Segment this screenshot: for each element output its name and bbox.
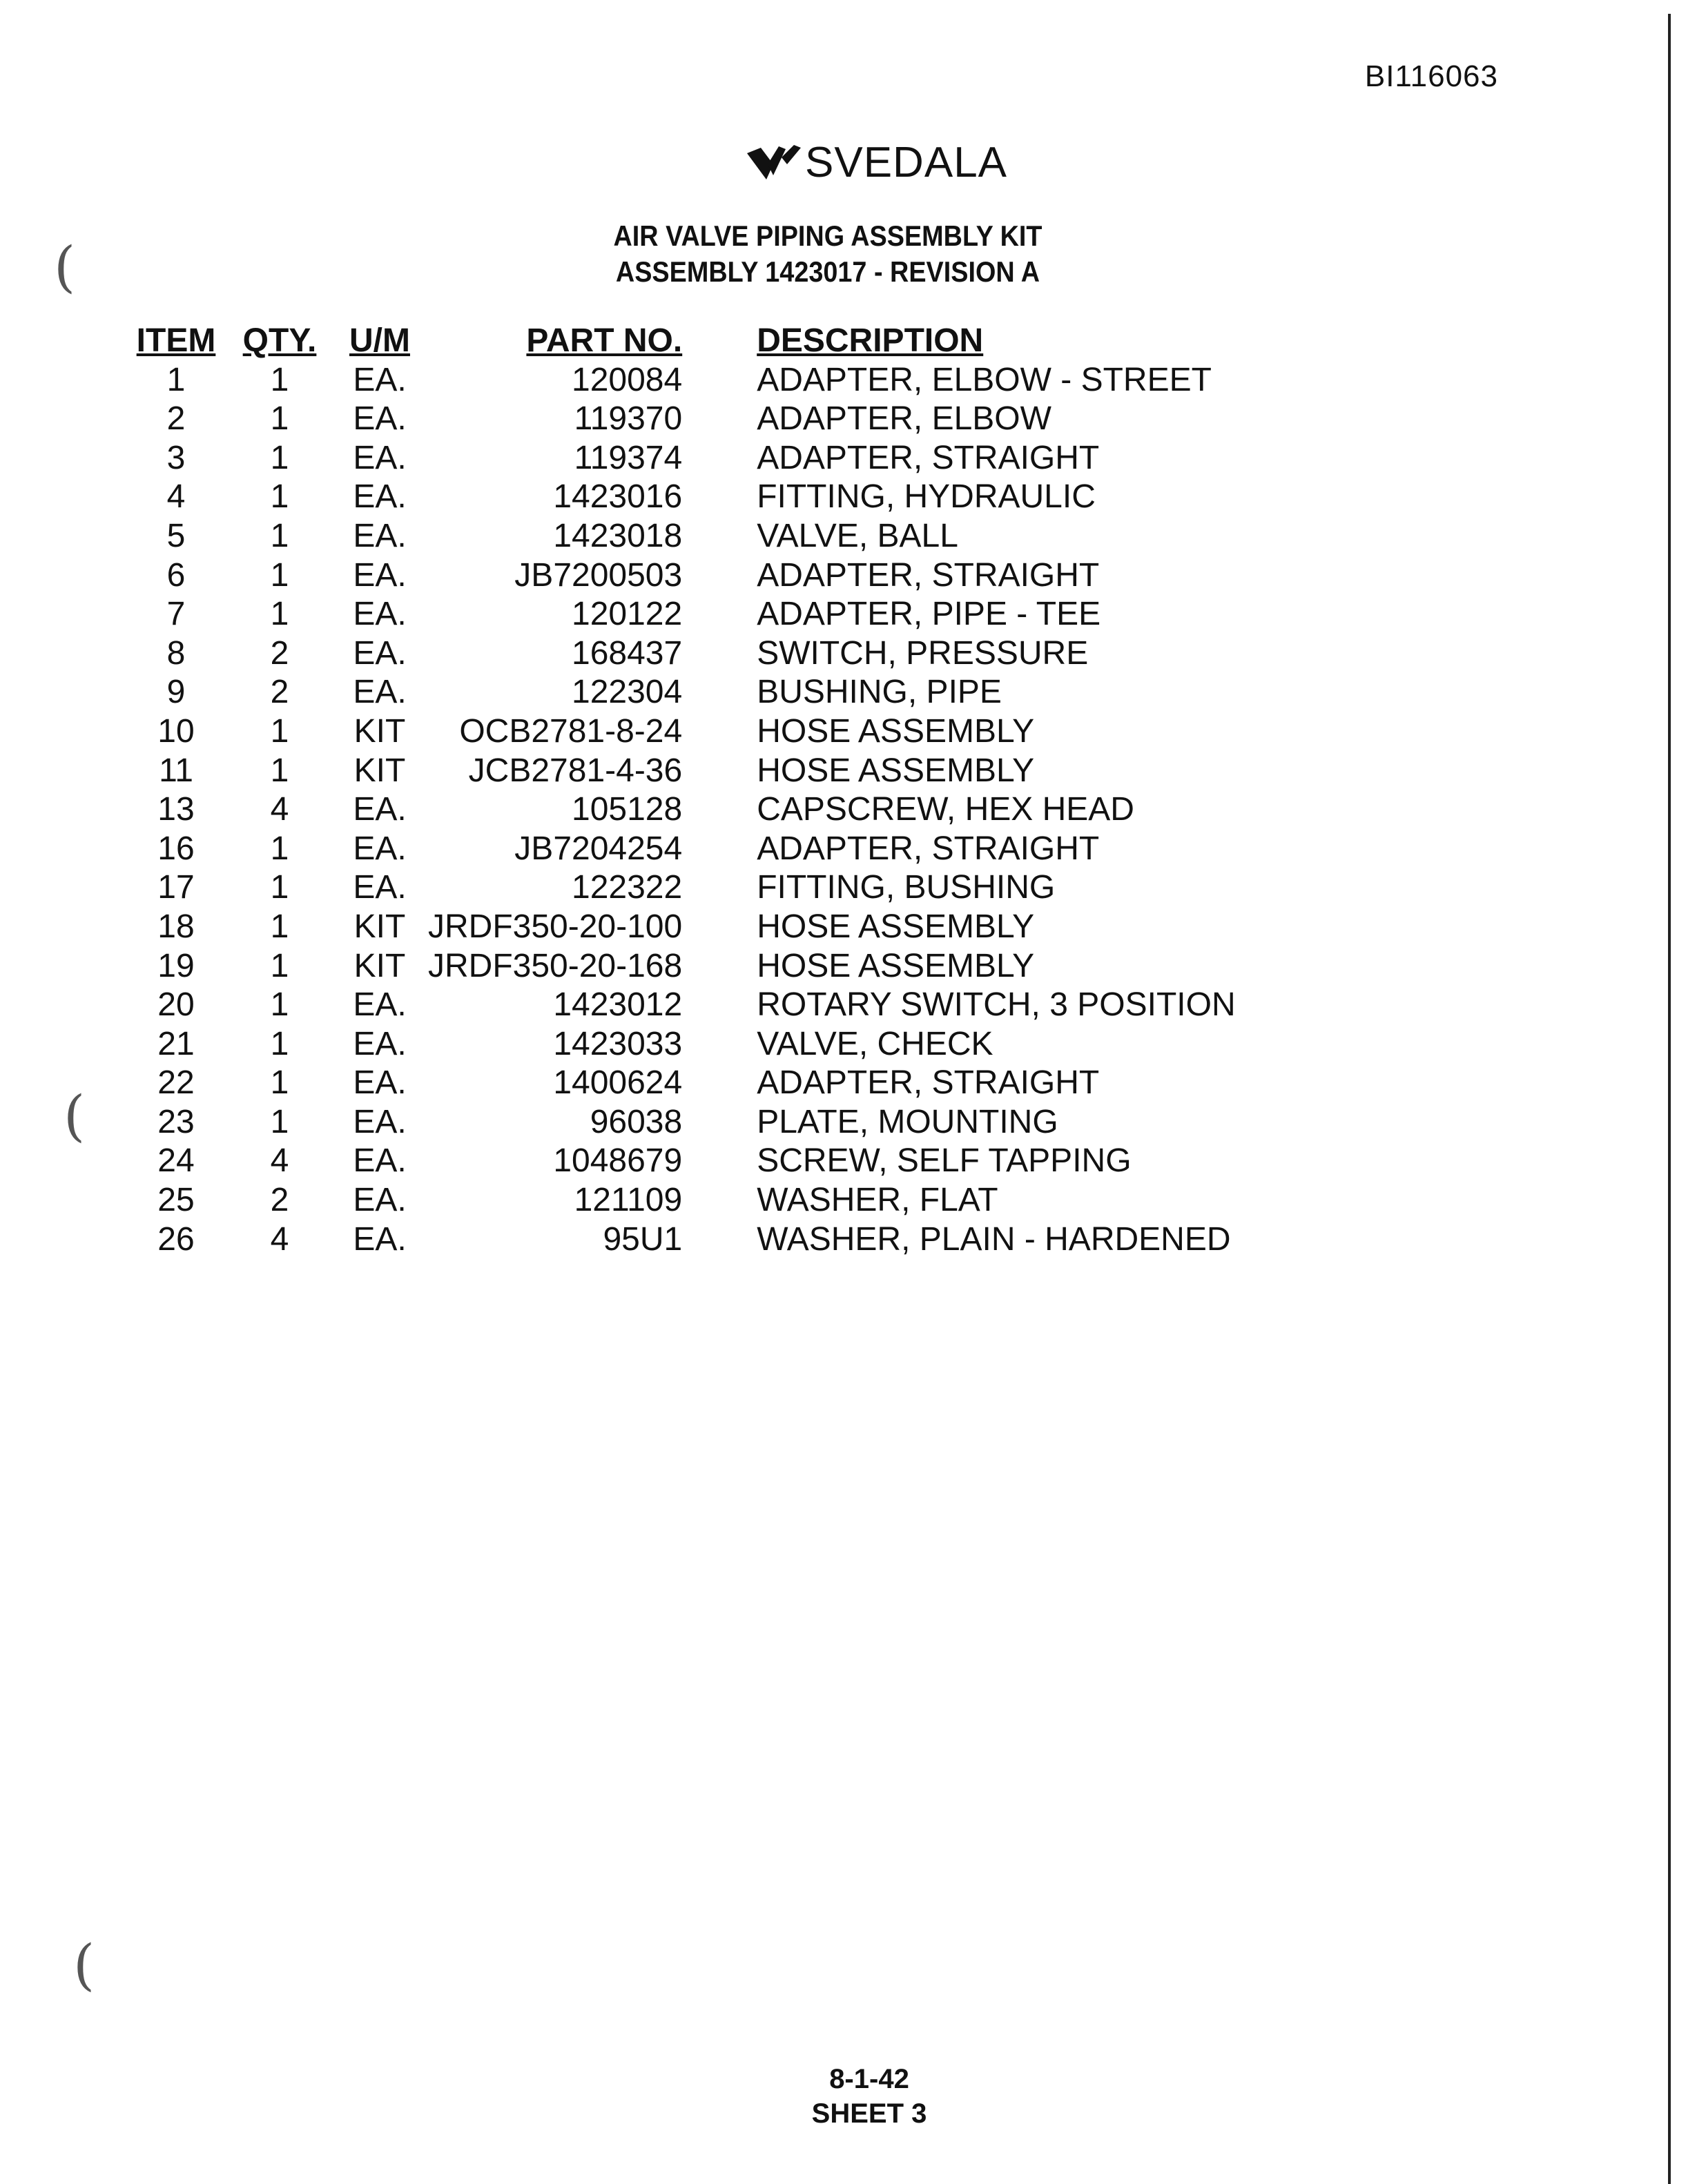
table-row <box>124 1025 1236 1064</box>
cell-part-no: OCB2781-8-24 <box>459 712 683 750</box>
cell-qty: 1 <box>270 830 289 867</box>
cell-item: 16 <box>157 830 195 867</box>
cell-part-no: 1400624 <box>553 1064 683 1102</box>
cell-part-no: 119374 <box>574 439 683 476</box>
cell-qty: 1 <box>270 986 289 1024</box>
cell-description: ADAPTER, ELBOW - STREET <box>757 361 1212 398</box>
cell-item: 19 <box>157 947 195 984</box>
cell-qty: 4 <box>270 1142 289 1180</box>
cell-part-no: 120084 <box>572 361 683 398</box>
table-row <box>124 908 1236 947</box>
table-row <box>124 868 1236 908</box>
cell-um: EA. <box>353 556 407 594</box>
cell-description: HOSE ASSEMBLY <box>757 908 1035 945</box>
table-row <box>124 1064 1236 1103</box>
cell-item: 9 <box>166 674 186 711</box>
cell-description: HOSE ASSEMBLY <box>757 947 1035 984</box>
cell-part-no: JB7200503 <box>514 556 683 594</box>
cell-qty: 4 <box>270 1220 289 1258</box>
header-item: ITEM <box>136 322 216 359</box>
table-row <box>124 1142 1236 1181</box>
cell-qty: 1 <box>270 478 289 516</box>
cell-um: EA. <box>353 439 407 476</box>
cell-um: EA. <box>353 869 407 906</box>
cell-um: EA. <box>353 1220 407 1258</box>
cell-qty: 1 <box>270 596 289 633</box>
cell-qty: 1 <box>270 869 289 906</box>
cell-part-no: 120122 <box>572 596 683 633</box>
cell-um: EA. <box>353 791 407 828</box>
cell-qty: 1 <box>270 947 289 984</box>
document-subtitle: ASSEMBLY 1423017 - REVISION A <box>615 255 1040 288</box>
cell-description: HOSE ASSEMBLY <box>757 712 1035 750</box>
cell-qty: 1 <box>270 712 289 750</box>
cell-description: ADAPTER, ELBOW <box>757 400 1051 438</box>
cell-um: EA. <box>353 596 407 633</box>
cell-part-no: JRDF350-20-168 <box>428 947 683 984</box>
cell-qty: 1 <box>270 361 289 398</box>
cell-description: ADAPTER, STRAIGHT <box>757 1064 1100 1102</box>
cell-qty: 4 <box>270 791 289 828</box>
binder-hole-mark: ( <box>54 235 76 299</box>
cell-item: 25 <box>157 1182 195 1219</box>
table-row <box>124 1220 1236 1260</box>
table-row <box>124 556 1236 596</box>
cell-description: FITTING, BUSHING <box>757 869 1056 906</box>
table-row <box>124 478 1236 517</box>
cell-part-no: 96038 <box>590 1103 683 1140</box>
cell-qty: 1 <box>270 1064 289 1102</box>
cell-item: 8 <box>166 634 186 672</box>
cell-description: VALVE, CHECK <box>757 1025 993 1062</box>
cell-item: 1 <box>166 361 186 398</box>
table-row <box>124 1181 1236 1220</box>
cell-part-no: 105128 <box>572 791 683 828</box>
cell-item: 17 <box>157 869 195 906</box>
table-row <box>124 830 1236 869</box>
page-edge-line <box>1668 14 1671 2184</box>
cell-item: 20 <box>157 986 195 1024</box>
cell-item: 5 <box>166 517 186 554</box>
header-part-no: PART NO. <box>526 322 683 359</box>
cell-description: CAPSCREW, HEX HEAD <box>757 791 1134 828</box>
cell-description: ADAPTER, STRAIGHT <box>757 439 1100 476</box>
cell-description: WASHER, PLAIN - HARDENED <box>757 1220 1231 1258</box>
cell-item: 24 <box>157 1142 195 1180</box>
document-title: AIR VALVE PIPING ASSEMBLY KIT <box>613 220 1043 252</box>
table-row <box>124 439 1236 478</box>
cell-um: EA. <box>353 478 407 516</box>
cell-description: ADAPTER, STRAIGHT <box>757 556 1100 594</box>
cell-item: 11 <box>159 752 193 789</box>
cell-item: 3 <box>166 439 186 476</box>
table-row <box>124 361 1236 400</box>
header-um: U/M <box>349 322 410 359</box>
cell-um: EA. <box>353 1142 407 1180</box>
cell-item: 6 <box>166 556 186 594</box>
cell-part-no: JRDF350-20-100 <box>428 908 683 945</box>
cell-part-no: JCB2781-4-36 <box>468 752 683 789</box>
binder-hole-mark: ( <box>64 1084 86 1148</box>
cell-um: EA. <box>353 674 407 711</box>
table-row <box>124 595 1236 634</box>
table-row <box>124 986 1236 1025</box>
cell-um: EA. <box>353 361 407 398</box>
table-row <box>124 634 1236 674</box>
cell-qty: 2 <box>270 634 289 672</box>
binder-hole-mark: ( <box>73 1933 95 1997</box>
header-description: DESCRIPTION <box>757 322 984 359</box>
cell-part-no: 122304 <box>572 674 683 711</box>
document-id: BI116063 <box>1364 59 1498 93</box>
cell-part-no: 1423018 <box>553 517 683 554</box>
cell-qty: 2 <box>270 1182 289 1219</box>
cell-um: EA. <box>353 830 407 867</box>
cell-item: 22 <box>157 1064 195 1102</box>
cell-item: 26 <box>157 1220 195 1258</box>
cell-qty: 1 <box>270 400 289 438</box>
cell-part-no: 1423012 <box>553 986 683 1024</box>
cell-part-no: 122322 <box>572 869 683 906</box>
cell-um: EA. <box>353 1064 407 1102</box>
cell-part-no: 1423033 <box>553 1025 683 1062</box>
cell-um: KIT <box>353 947 406 984</box>
cell-part-no: 1423016 <box>553 478 683 516</box>
cell-part-no: 121109 <box>574 1182 683 1219</box>
table-row <box>124 752 1236 791</box>
cell-description: BUSHING, PIPE <box>757 674 1002 711</box>
cell-um: KIT <box>353 908 406 945</box>
cell-description: ADAPTER, STRAIGHT <box>757 830 1100 867</box>
cell-um: EA. <box>353 1182 407 1219</box>
cell-item: 18 <box>157 908 195 945</box>
cell-description: HOSE ASSEMBLY <box>757 752 1035 789</box>
cell-qty: 1 <box>270 908 289 945</box>
svedala-logo-icon <box>746 144 802 182</box>
cell-um: EA. <box>353 1103 407 1140</box>
cell-um: EA. <box>353 634 407 672</box>
cell-item: 23 <box>157 1103 195 1140</box>
cell-qty: 1 <box>270 1025 289 1062</box>
cell-description: ROTARY SWITCH, 3 POSITION <box>757 986 1236 1024</box>
cell-um: EA. <box>353 1025 407 1062</box>
sheet-number: SHEET 3 <box>811 2098 927 2129</box>
cell-part-no: JB7204254 <box>514 830 683 867</box>
cell-description: VALVE, BALL <box>757 517 958 554</box>
table-row <box>124 1103 1236 1142</box>
cell-item: 7 <box>166 596 186 633</box>
cell-um: EA. <box>353 517 407 554</box>
cell-part-no: 119370 <box>574 400 683 438</box>
cell-part-no: 95U1 <box>603 1220 683 1258</box>
parts-table <box>124 322 1236 1259</box>
cell-item: 10 <box>157 712 195 750</box>
cell-description: ADAPTER, PIPE - TEE <box>757 596 1101 633</box>
cell-description: SCREW, SELF TAPPING <box>757 1142 1132 1180</box>
cell-qty: 1 <box>270 1103 289 1140</box>
cell-qty: 1 <box>270 517 289 554</box>
cell-part-no: 168437 <box>572 634 683 672</box>
cell-um: EA. <box>353 986 407 1024</box>
table-header-row <box>124 322 1236 361</box>
table-row <box>124 790 1236 830</box>
cell-item: 13 <box>157 791 195 828</box>
table-row <box>124 400 1236 439</box>
cell-qty: 1 <box>270 752 289 789</box>
cell-um: KIT <box>353 712 406 750</box>
cell-item: 21 <box>157 1025 195 1062</box>
table-row <box>124 712 1236 752</box>
header-qty: QTY. <box>242 322 317 359</box>
cell-description: WASHER, FLAT <box>757 1182 998 1219</box>
cell-description: SWITCH, PRESSURE <box>757 634 1089 672</box>
cell-qty: 1 <box>270 556 289 594</box>
table-row <box>124 517 1236 556</box>
brand-name: SVEDALA <box>805 139 1008 186</box>
cell-qty: 2 <box>270 674 289 711</box>
cell-part-no: 1048679 <box>553 1142 683 1180</box>
cell-um: KIT <box>353 752 406 789</box>
table-row <box>124 673 1236 712</box>
cell-um: EA. <box>353 400 407 438</box>
cell-item: 4 <box>166 478 186 516</box>
table-row <box>124 947 1236 986</box>
cell-item: 2 <box>166 400 186 438</box>
page-number: 8-1-42 <box>829 2064 909 2094</box>
cell-description: PLATE, MOUNTING <box>757 1103 1058 1140</box>
brand-logo <box>746 138 1007 187</box>
cell-qty: 1 <box>270 439 289 476</box>
cell-description: FITTING, HYDRAULIC <box>757 478 1096 516</box>
